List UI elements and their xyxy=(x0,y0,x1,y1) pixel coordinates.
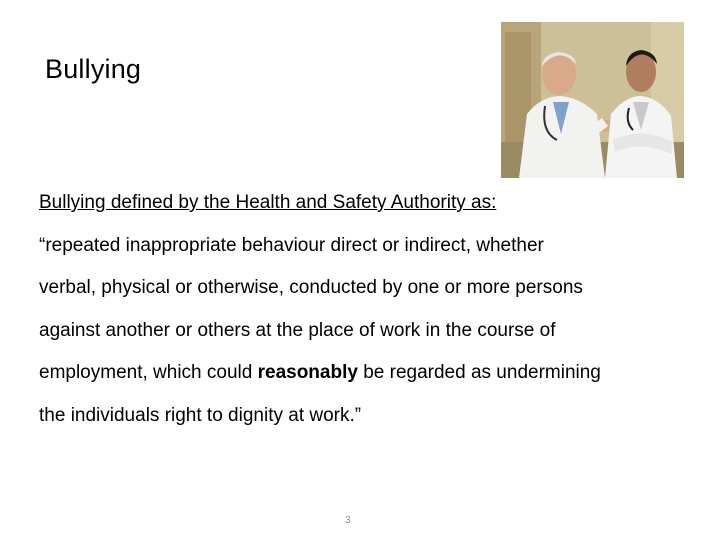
quote-line-1: “repeated inappropriate behaviour direct or indirect, whether xyxy=(39,234,544,256)
doctors-photo xyxy=(501,22,684,178)
doctors-photo-illustration xyxy=(501,22,684,178)
quote-line-4-start: employment, which could xyxy=(39,362,258,383)
page-number: 3 xyxy=(345,515,351,526)
quote-line-4 xyxy=(39,352,699,395)
quote-line-2: verbal, physical or otherwise, conducted by one or more persons xyxy=(39,277,583,298)
definition-heading: Bullying defined by the Health and Safety Authority as: xyxy=(39,192,497,213)
quote-line-5: the individuals right to dignity at work.” xyxy=(39,404,362,426)
slide-title: Bullying xyxy=(45,54,142,84)
emphasis-reasonably: reasonably xyxy=(257,362,358,383)
quote-line-3: against another or others at the place of work in the course of xyxy=(39,319,556,341)
definition-block xyxy=(39,182,699,437)
quote-line-4-end: be regarded as undermining xyxy=(357,362,601,383)
